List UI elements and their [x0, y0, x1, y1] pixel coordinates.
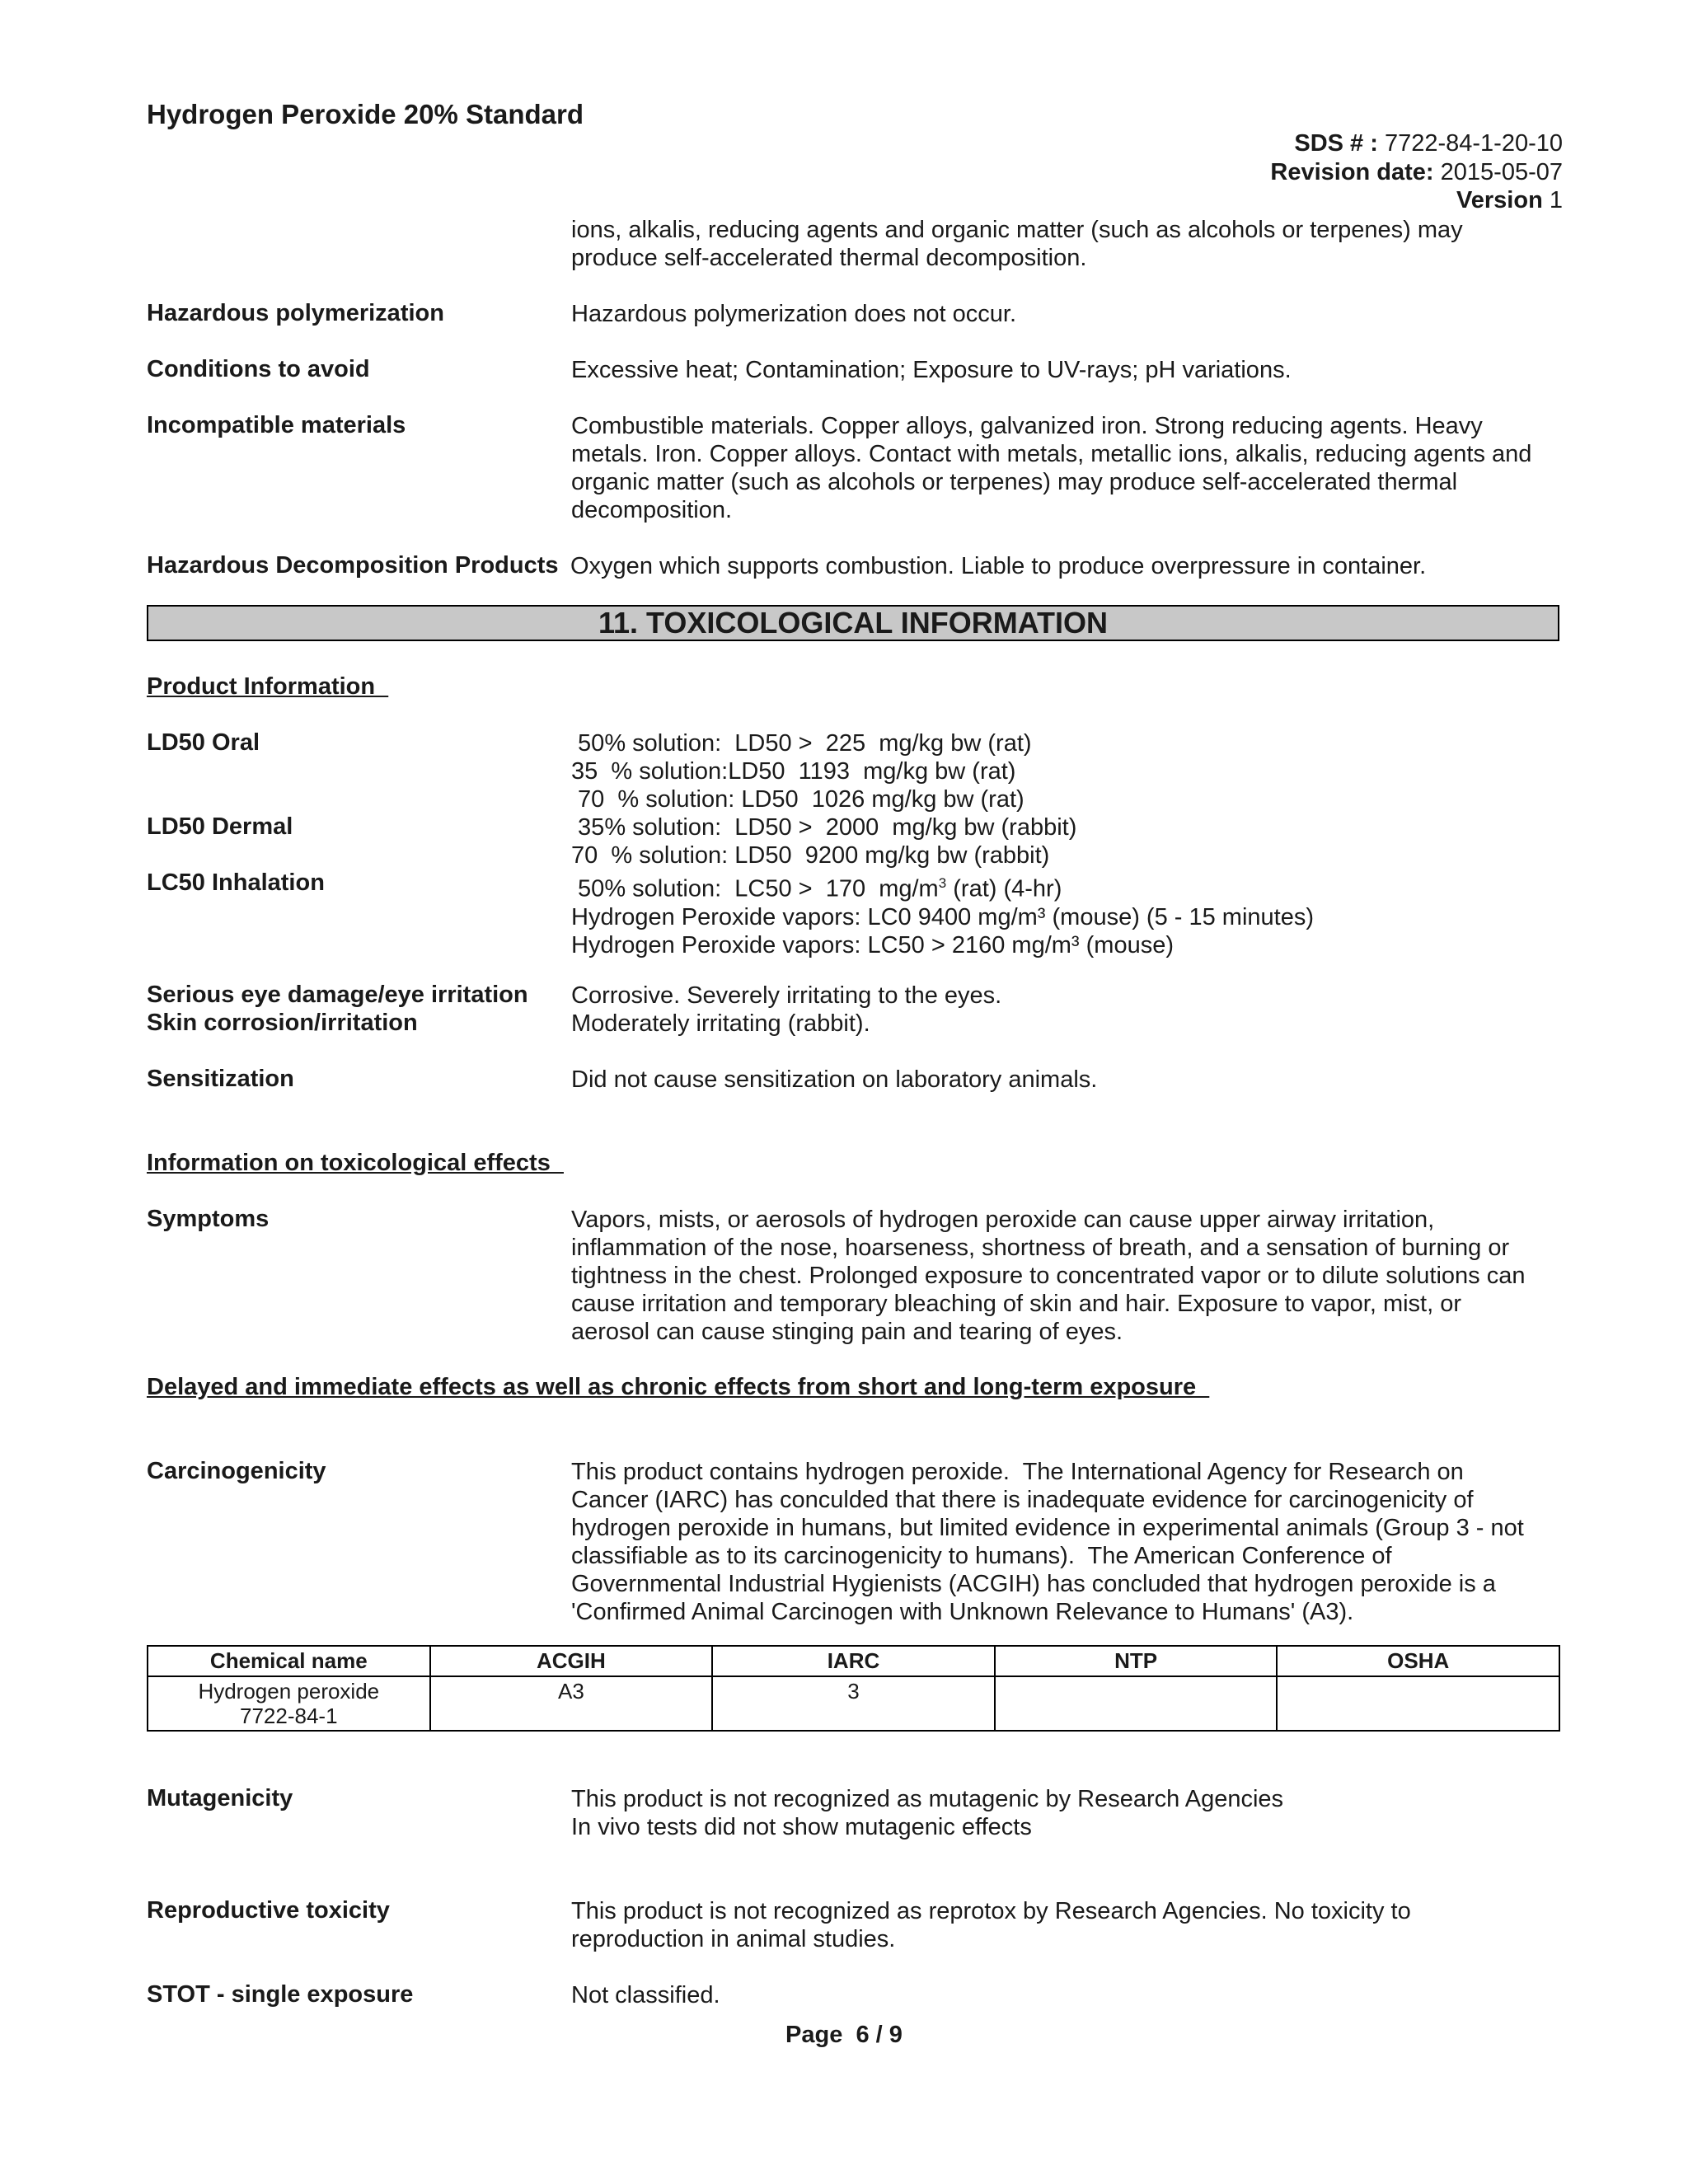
- carcinogenicity-value: [571, 1458, 1524, 1626]
- product-information-heading: Product Information: [147, 673, 389, 700]
- ld50-oral-label: LD50 Oral: [147, 729, 260, 756]
- revision-value: 2015-05-07: [1440, 159, 1563, 185]
- section-11-header: 11. TOXICOLOGICAL INFORMATION: [147, 605, 1559, 641]
- text-line: organic matter (such as alcohols or terpenes) may produce self-accelerated thermal: [571, 469, 1458, 495]
- lc50-inhalation-label: LC50 Inhalation: [147, 869, 325, 896]
- page-number: [0, 2022, 1688, 2049]
- column-header: IARC: [712, 1646, 995, 1676]
- text-line: Hydrogen Peroxide vapors: LC50 > 2160 mg/m³ (mouse): [571, 931, 1174, 958]
- lc50-line-text: 50% solution: LC50 > 170 mg/m: [571, 875, 939, 902]
- text-line: 'Confirmed Animal Carcinogen with Unknown Relevance to Humans' (A3).: [571, 1599, 1354, 1625]
- revision-date: [1270, 159, 1563, 186]
- text-line: This product contains hydrogen peroxide. The International Agency for Research on: [571, 1459, 1464, 1485]
- text-line: reproduction in animal studies.: [571, 1926, 896, 1952]
- column-header: OSHA: [1277, 1646, 1559, 1676]
- sensitization-label: Sensitization: [147, 1066, 294, 1092]
- carcinogenicity-label: Carcinogenicity: [147, 1458, 326, 1484]
- table-header-row: [148, 1646, 1559, 1676]
- text-line: ions, alkalis, reducing agents and organic matter (such as alcohols or terpenes) may: [571, 217, 1463, 243]
- text-line: tightness in the chest. Prolonged exposure to concentrated vapor or to dilute solutions can: [571, 1263, 1526, 1289]
- text-line: This product is not recognized as reprotox by Research Agencies. No toxicity to: [571, 1898, 1411, 1924]
- sds-number: [1294, 130, 1563, 157]
- incompatible-materials-value: [571, 412, 1531, 524]
- ld50-dermal-label: LD50 Dermal: [147, 813, 293, 840]
- text-line: Governmental Industrial Hygienists (ACGIH) has concluded that hydrogen peroxide is a: [571, 1571, 1496, 1597]
- text-line: Hydrogen Peroxide vapors: LC0 9400 mg/m³ (mouse) (5 - 15 minutes): [571, 903, 1314, 930]
- stability-continuation: [571, 216, 1463, 272]
- conditions-to-avoid-label: Conditions to avoid: [147, 356, 370, 382]
- eye-irritation-value: Corrosive. Severely irritating to the eyes.: [571, 982, 1002, 1009]
- version-value: 1: [1549, 187, 1563, 213]
- mutagenicity-label: Mutagenicity: [147, 1785, 293, 1811]
- carcinogen-table: [147, 1645, 1560, 1732]
- chemical-name-cell: [148, 1676, 430, 1731]
- skin-corrosion-label: Skin corrosion/irritation: [147, 1010, 418, 1036]
- symptoms-value: [571, 1206, 1526, 1346]
- text-line: classifiable as to its carcinogenicity to humans). The American Conference of: [571, 1543, 1392, 1569]
- text-line: 50% solution: LD50 > 225 mg/kg bw (rat): [571, 730, 1032, 757]
- column-header: ACGIH: [430, 1646, 713, 1676]
- page-value: 6 / 9: [856, 2022, 903, 2048]
- osha-cell: [1277, 1676, 1559, 1731]
- ld50-oral-value: [571, 729, 1032, 813]
- document-title: Hydrogen Peroxide 20% Standard: [147, 99, 584, 129]
- text-line: 70 % solution: LD50 1026 mg/kg bw (rat): [571, 786, 1025, 813]
- reproductive-toxicity-label: Reproductive toxicity: [147, 1897, 390, 1924]
- lc50-inhalation-value: [571, 869, 1314, 959]
- sensitization-value: Did not cause sensitization on laboratory animals.: [571, 1066, 1098, 1093]
- chemical-name: Hydrogen peroxide: [198, 1679, 380, 1704]
- column-header: Chemical name: [148, 1646, 430, 1676]
- text-line: 35 % solution:LD50 1193 mg/kg bw (rat): [571, 758, 1016, 785]
- text-line: inflammation of the nose, hoarseness, shortness of breath, and a sensation of burning or: [571, 1235, 1510, 1261]
- text-line: 70 % solution: LD50 9200 mg/kg bw (rabbit): [571, 842, 1050, 869]
- version: [1456, 187, 1563, 214]
- conditions-to-avoid-value: Excessive heat; Contamination; Exposure to UV-rays; pH variations.: [571, 357, 1292, 383]
- text-line: Vapors, mists, or aerosols of hydrogen peroxide can cause upper airway irritation,: [571, 1207, 1435, 1233]
- symptoms-label: Symptoms: [147, 1206, 270, 1232]
- column-header: NTP: [995, 1646, 1278, 1676]
- lc50-line-text: (rat) (4-hr): [946, 875, 1062, 902]
- decomposition-products-label: Hazardous Decomposition Products: [147, 552, 559, 579]
- hazardous-polymerization-value: Hazardous polymerization does not occur.: [571, 301, 1017, 327]
- skin-corrosion-value: Moderately irritating (rabbit).: [571, 1010, 870, 1037]
- text-line: cause irritation and temporary bleaching of skin and hair. Exposure to vapor, mist, or: [571, 1291, 1462, 1317]
- version-label: Version: [1456, 187, 1543, 213]
- text-line: 35% solution: LD50 > 2000 mg/kg bw (rabbit): [571, 814, 1077, 841]
- text-line: [571, 869, 1314, 903]
- text-line: decomposition.: [571, 497, 733, 523]
- ntp-cell: [995, 1676, 1278, 1731]
- superscript: 3: [938, 875, 947, 891]
- iarc-cell: 3: [712, 1676, 995, 1731]
- text-line: aerosol can cause stinging pain and tearing of eyes.: [571, 1319, 1123, 1345]
- ld50-dermal-value: [571, 813, 1076, 869]
- text-line: This product is not recognized as mutagenic by Research Agencies: [571, 1786, 1284, 1812]
- mutagenicity-value: [571, 1785, 1283, 1841]
- text-line: Combustible materials. Copper alloys, galvanized iron. Strong reducing agents. Heavy: [571, 413, 1483, 439]
- page-label: Page: [785, 2022, 843, 2048]
- stot-single-exposure-value: Not classified.: [571, 1982, 720, 2008]
- cas-number: 7722-84-1: [240, 1704, 338, 1728]
- sds-label: SDS # :: [1294, 130, 1378, 157]
- hazardous-polymerization-label: Hazardous polymerization: [147, 300, 444, 326]
- eye-irritation-label: Serious eye damage/eye irritation: [147, 982, 528, 1008]
- text-line: hydrogen peroxide in humans, but limited evidence in experimental animals (Group 3 - not: [571, 1515, 1524, 1541]
- sds-value: 7722-84-1-20-10: [1384, 130, 1563, 157]
- text-line: metals. Iron. Copper alloys. Contact with metals, metallic ions, alkalis, reducing agents and: [571, 441, 1532, 467]
- stot-single-exposure-label: STOT - single exposure: [147, 1981, 414, 2008]
- text-line: Cancer (IARC) has conculded that there is inadequate evidence for carcinogenicity of: [571, 1487, 1474, 1513]
- delayed-effects-heading: Delayed and immediate effects as well as chronic effects from short and long-term exposure: [147, 1374, 1210, 1400]
- table-row: [148, 1676, 1559, 1731]
- text-line: produce self-accelerated thermal decomposition.: [571, 245, 1087, 271]
- decomposition-products-value: Oxygen which supports combustion. Liable to produce overpressure in container.: [570, 553, 1427, 579]
- revision-label: Revision date:: [1270, 159, 1434, 185]
- toxicological-effects-heading: Information on toxicological effects: [147, 1150, 564, 1176]
- incompatible-materials-label: Incompatible materials: [147, 412, 406, 438]
- reproductive-toxicity-value: [571, 1897, 1411, 1953]
- text-line: In vivo tests did not show mutagenic effects: [571, 1814, 1032, 1840]
- acgih-cell: A3: [430, 1676, 713, 1731]
